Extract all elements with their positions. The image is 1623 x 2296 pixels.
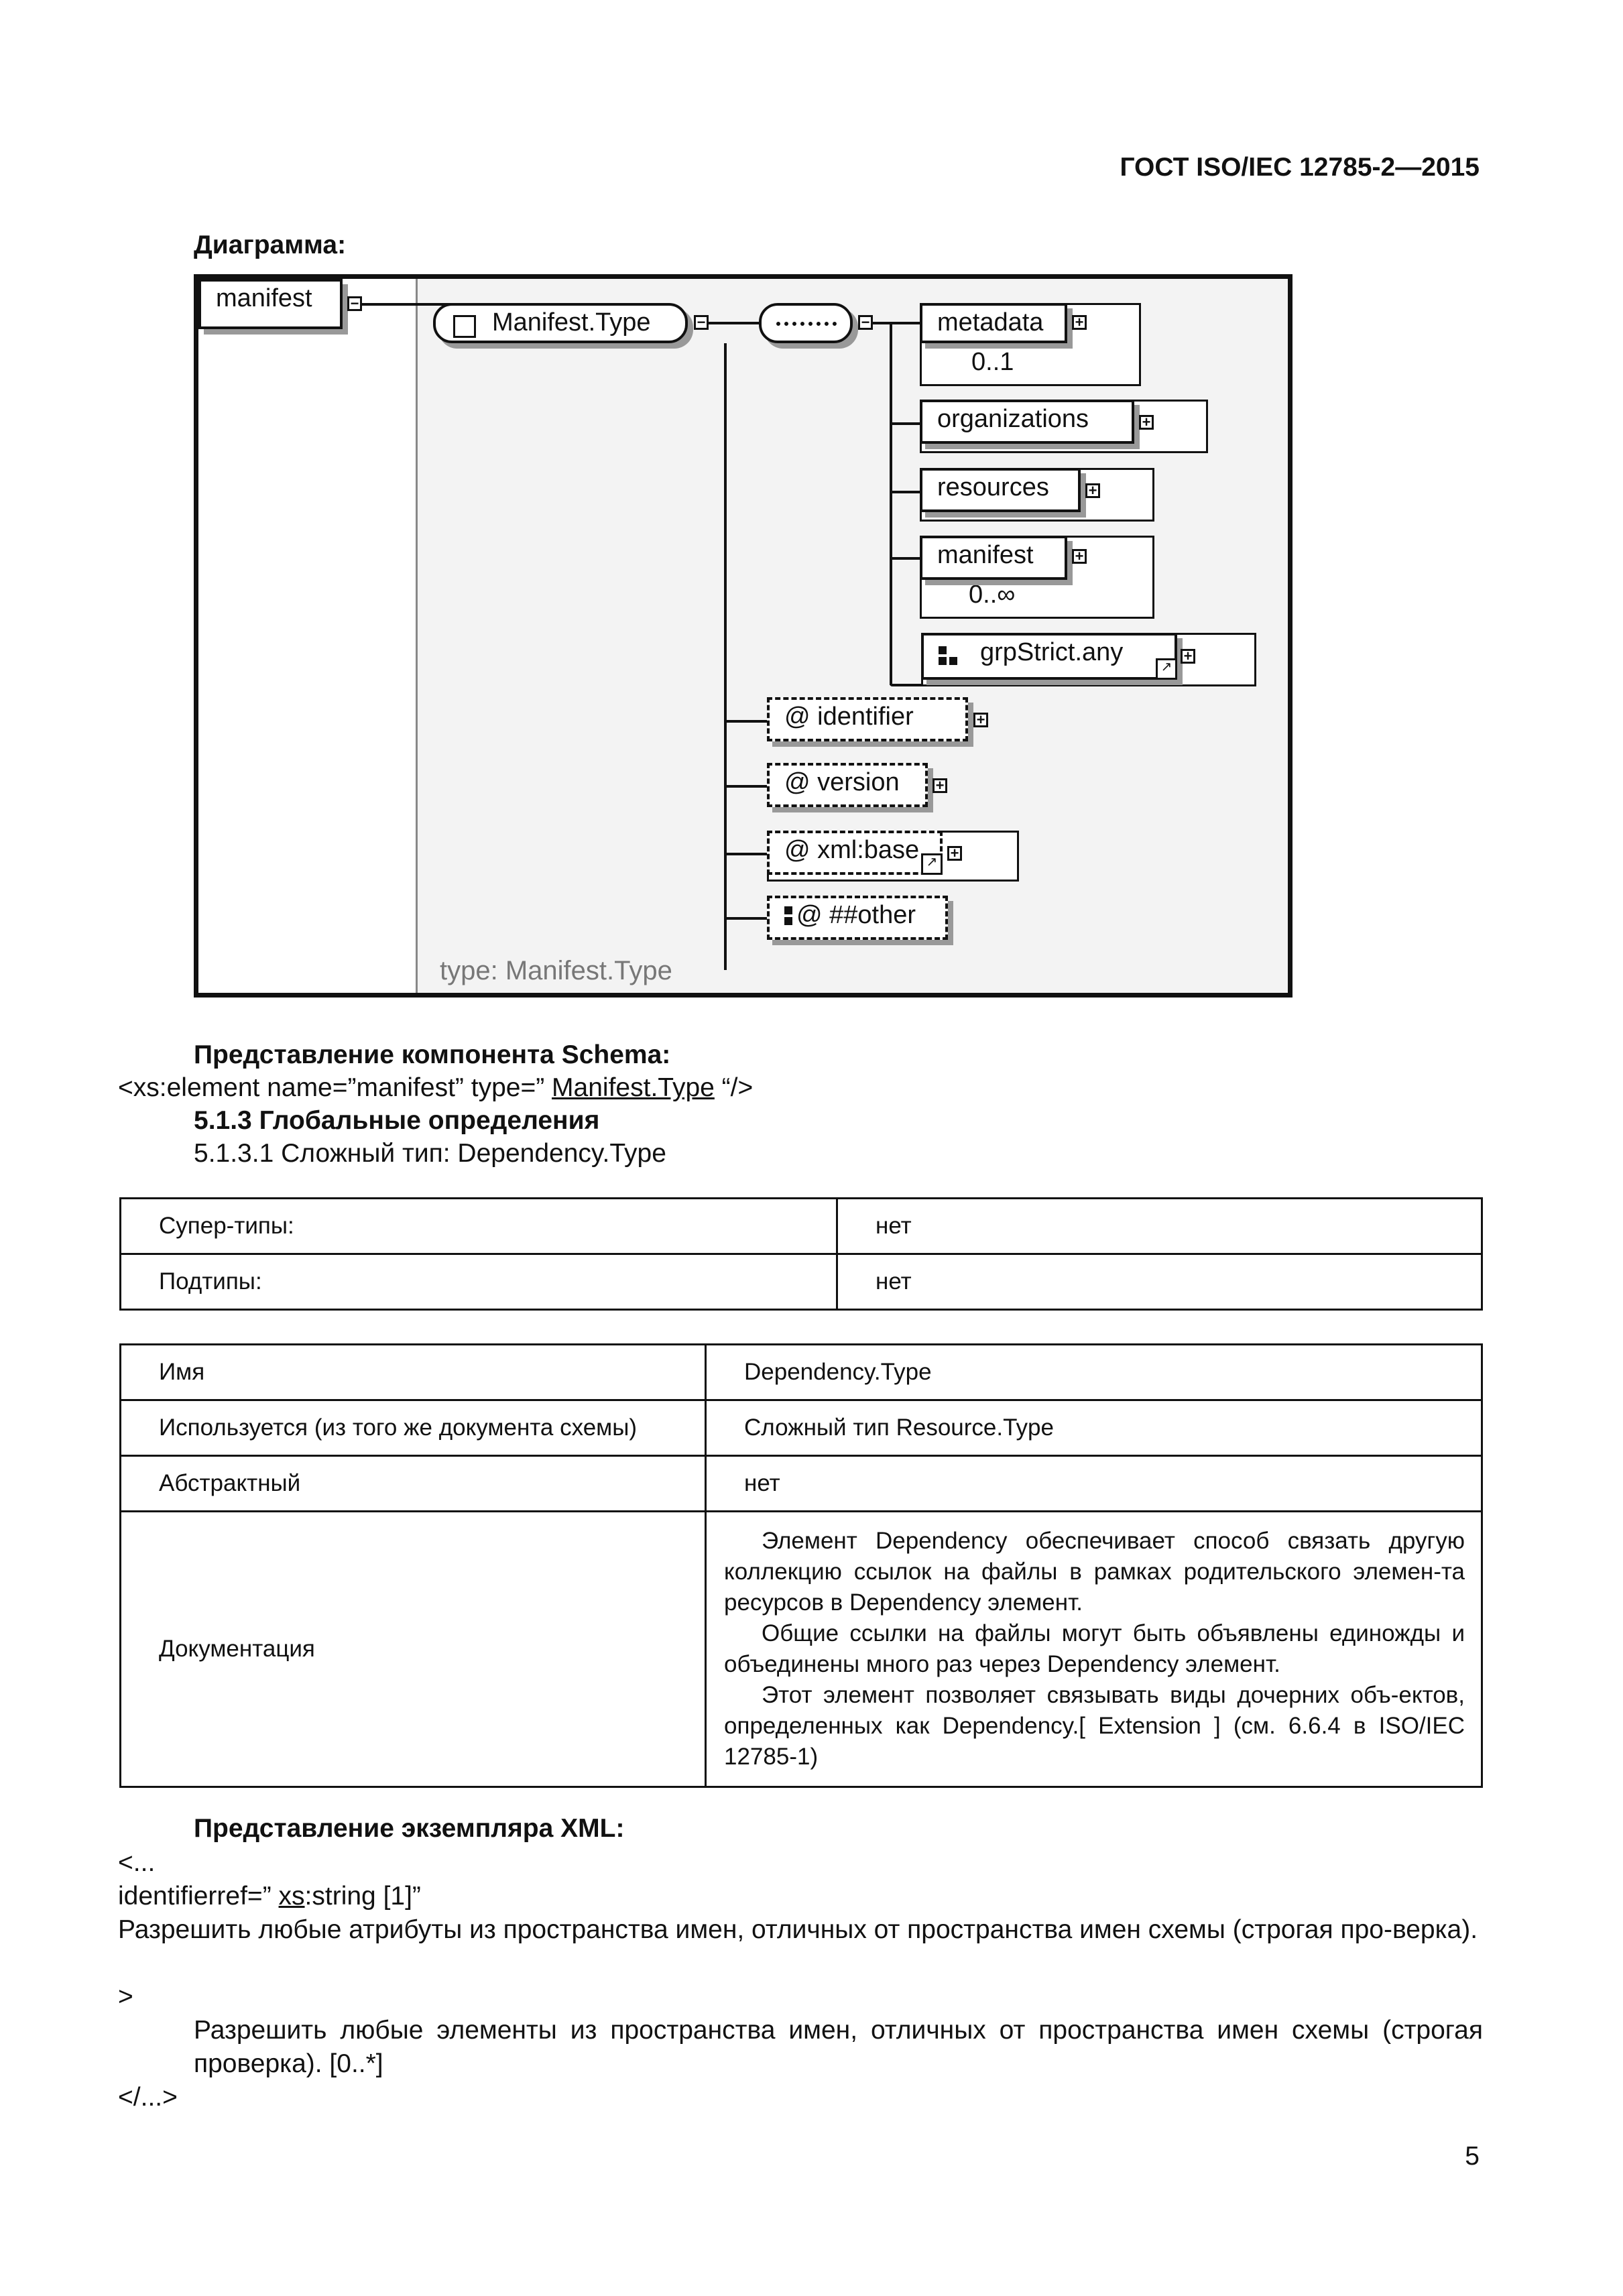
root-element-label: manifest (216, 284, 312, 312)
diagram-heading: Диаграмма: (194, 231, 347, 259)
doc-paragraph: Этот элемент позволяет связывать виды дочерних объ-ектов, определенных как Dependency.[ Extension ] (см. 6.6.4 в ISO/IEC 12785-1) (724, 1682, 1465, 1770)
expand-icon[interactable]: + (1072, 315, 1087, 330)
xml-line-2 (118, 1880, 421, 1913)
child-grpstrict-any[interactable] (921, 633, 1177, 680)
document-header: ГОСТ ISO/IEC 12785-2—2015 (1120, 153, 1480, 182)
doc-paragraph: Общие ссылки на файлы могут быть объявлены единожды и объединены много раз через Dependency элемент. (724, 1620, 1465, 1677)
group-icon (939, 646, 947, 654)
connector-line (724, 917, 767, 920)
table-cell: нет (837, 1254, 1482, 1310)
attribute-label: @ xml:base (784, 836, 920, 864)
xml-line-1: <... (118, 1848, 156, 1877)
manifest-cardinality: 0..∞ (969, 581, 1016, 609)
schema-line (118, 1071, 753, 1105)
table-row (121, 1456, 1482, 1512)
child-label: metadata (937, 308, 1044, 337)
table-row (121, 1199, 1482, 1254)
reference-arrow-icon: ↗ (1156, 658, 1177, 680)
expand-icon[interactable]: + (1181, 649, 1195, 664)
child-label: organizations (937, 405, 1089, 433)
section-5-1-3-1: 5.1.3.1 Сложный тип: Dependency.Type (194, 1139, 666, 1168)
table-row (121, 1254, 1482, 1310)
type-icon (453, 315, 476, 338)
connector-line (890, 491, 920, 493)
attribute-label: @ identifier (784, 703, 914, 731)
type-box[interactable] (433, 303, 688, 343)
child-manifest[interactable] (920, 536, 1067, 580)
expand-icon[interactable]: + (1072, 549, 1087, 564)
xml-line-2-post: :string [1]” (304, 1882, 421, 1911)
schema-line-pre: <xs:element name=”manifest” type=” (118, 1073, 552, 1102)
collapse-icon[interactable]: − (347, 296, 362, 311)
schema-line-post: “/> (714, 1073, 754, 1102)
root-element-box[interactable] (198, 279, 343, 329)
child-organizations[interactable] (920, 400, 1134, 444)
connector-line (724, 720, 767, 723)
documentation-cell (706, 1512, 1482, 1787)
child-resources[interactable] (920, 468, 1081, 512)
table-cell: Сложный тип Resource.Type (706, 1400, 1482, 1456)
connector-line (890, 422, 920, 425)
page-number: 5 (1465, 2142, 1480, 2171)
table-cell: Имя (121, 1345, 706, 1400)
connector-line (890, 322, 920, 324)
doc-paragraph: Элемент Dependency обеспечивает способ связать другую коллекцию ссылок на файлы в рамках родительского элемен-та ресурсов в Dependency элемент. (724, 1528, 1465, 1616)
xml-line-4: > (118, 1982, 133, 2011)
expand-icon[interactable]: + (1139, 415, 1154, 430)
schema-diagram (194, 274, 1293, 998)
table-cell: Подтипы: (121, 1254, 837, 1310)
table-row (121, 1345, 1482, 1400)
child-label: resources (937, 473, 1049, 501)
xml-line-2-pre: identifierref=” (118, 1882, 279, 1911)
xml-line-3: Разрешить любые атрибуты из пространства имен, отличных от пространства имен схемы (строгая про-верка). (118, 1915, 1478, 1944)
manifest-type-link[interactable]: Manifest.Type (552, 1073, 715, 1102)
connector-line (890, 684, 924, 686)
expand-icon[interactable]: + (1085, 483, 1100, 498)
connector-line (709, 322, 759, 324)
reference-arrow-icon: ↗ (921, 853, 943, 875)
table-row (121, 1512, 1482, 1787)
connector-line (724, 785, 767, 788)
metadata-cardinality: 0..1 (971, 348, 1014, 376)
table-row (121, 1400, 1482, 1456)
attribute-label: @ version (784, 768, 900, 796)
connector-line (724, 853, 767, 855)
expand-icon[interactable]: + (933, 778, 947, 793)
xml-line-5: Разрешить любые элементы из пространства имен, отличных от пространства имен схемы (строгая проверка). [0..*] (194, 2016, 1483, 2078)
table-cell: Используется (из того же документа схемы) (121, 1400, 706, 1456)
sequence-icon (776, 322, 837, 331)
sequence-compositor[interactable] (759, 303, 853, 343)
expand-icon[interactable]: + (973, 713, 988, 727)
wildcard-icon (784, 906, 792, 914)
type-box-label: Manifest.Type (492, 308, 651, 337)
table-cell: нет (706, 1456, 1482, 1512)
child-label: grpStrict.any (980, 638, 1124, 666)
xml-heading: Представление экземпляра XML: (194, 1814, 625, 1843)
section-5-1-3: 5.1.3 Глобальные определения (194, 1106, 600, 1135)
xml-line-6: </...> (118, 2083, 178, 2112)
attribute-xml-base[interactable] (767, 831, 943, 875)
attribute-trunk (724, 343, 727, 970)
attribute-version[interactable] (767, 763, 928, 807)
connector-line (890, 557, 920, 560)
expand-icon[interactable]: + (947, 846, 962, 861)
child-metadata[interactable] (920, 303, 1067, 343)
schema-heading: Представление компонента Schema: (194, 1040, 671, 1069)
table-cell: Абстрактный (121, 1456, 706, 1512)
attribute-identifier[interactable] (767, 697, 968, 741)
collapse-icon[interactable]: − (858, 315, 873, 330)
sequence-trunk (890, 322, 892, 685)
attribute-label: @ ##other (796, 901, 916, 929)
collapse-icon[interactable]: − (694, 315, 709, 330)
properties-table (119, 1343, 1483, 1788)
child-label: manifest (937, 541, 1034, 569)
attribute-any-other[interactable] (767, 896, 948, 940)
table-cell: Супер-типы: (121, 1199, 837, 1254)
table-cell: нет (837, 1199, 1482, 1254)
supertypes-table (119, 1197, 1483, 1311)
type-footer-label: type: Manifest.Type (440, 956, 672, 985)
table-cell: Документация (121, 1512, 706, 1787)
xs-link[interactable]: xs (278, 1882, 305, 1911)
table-cell: Dependency.Type (706, 1345, 1482, 1400)
